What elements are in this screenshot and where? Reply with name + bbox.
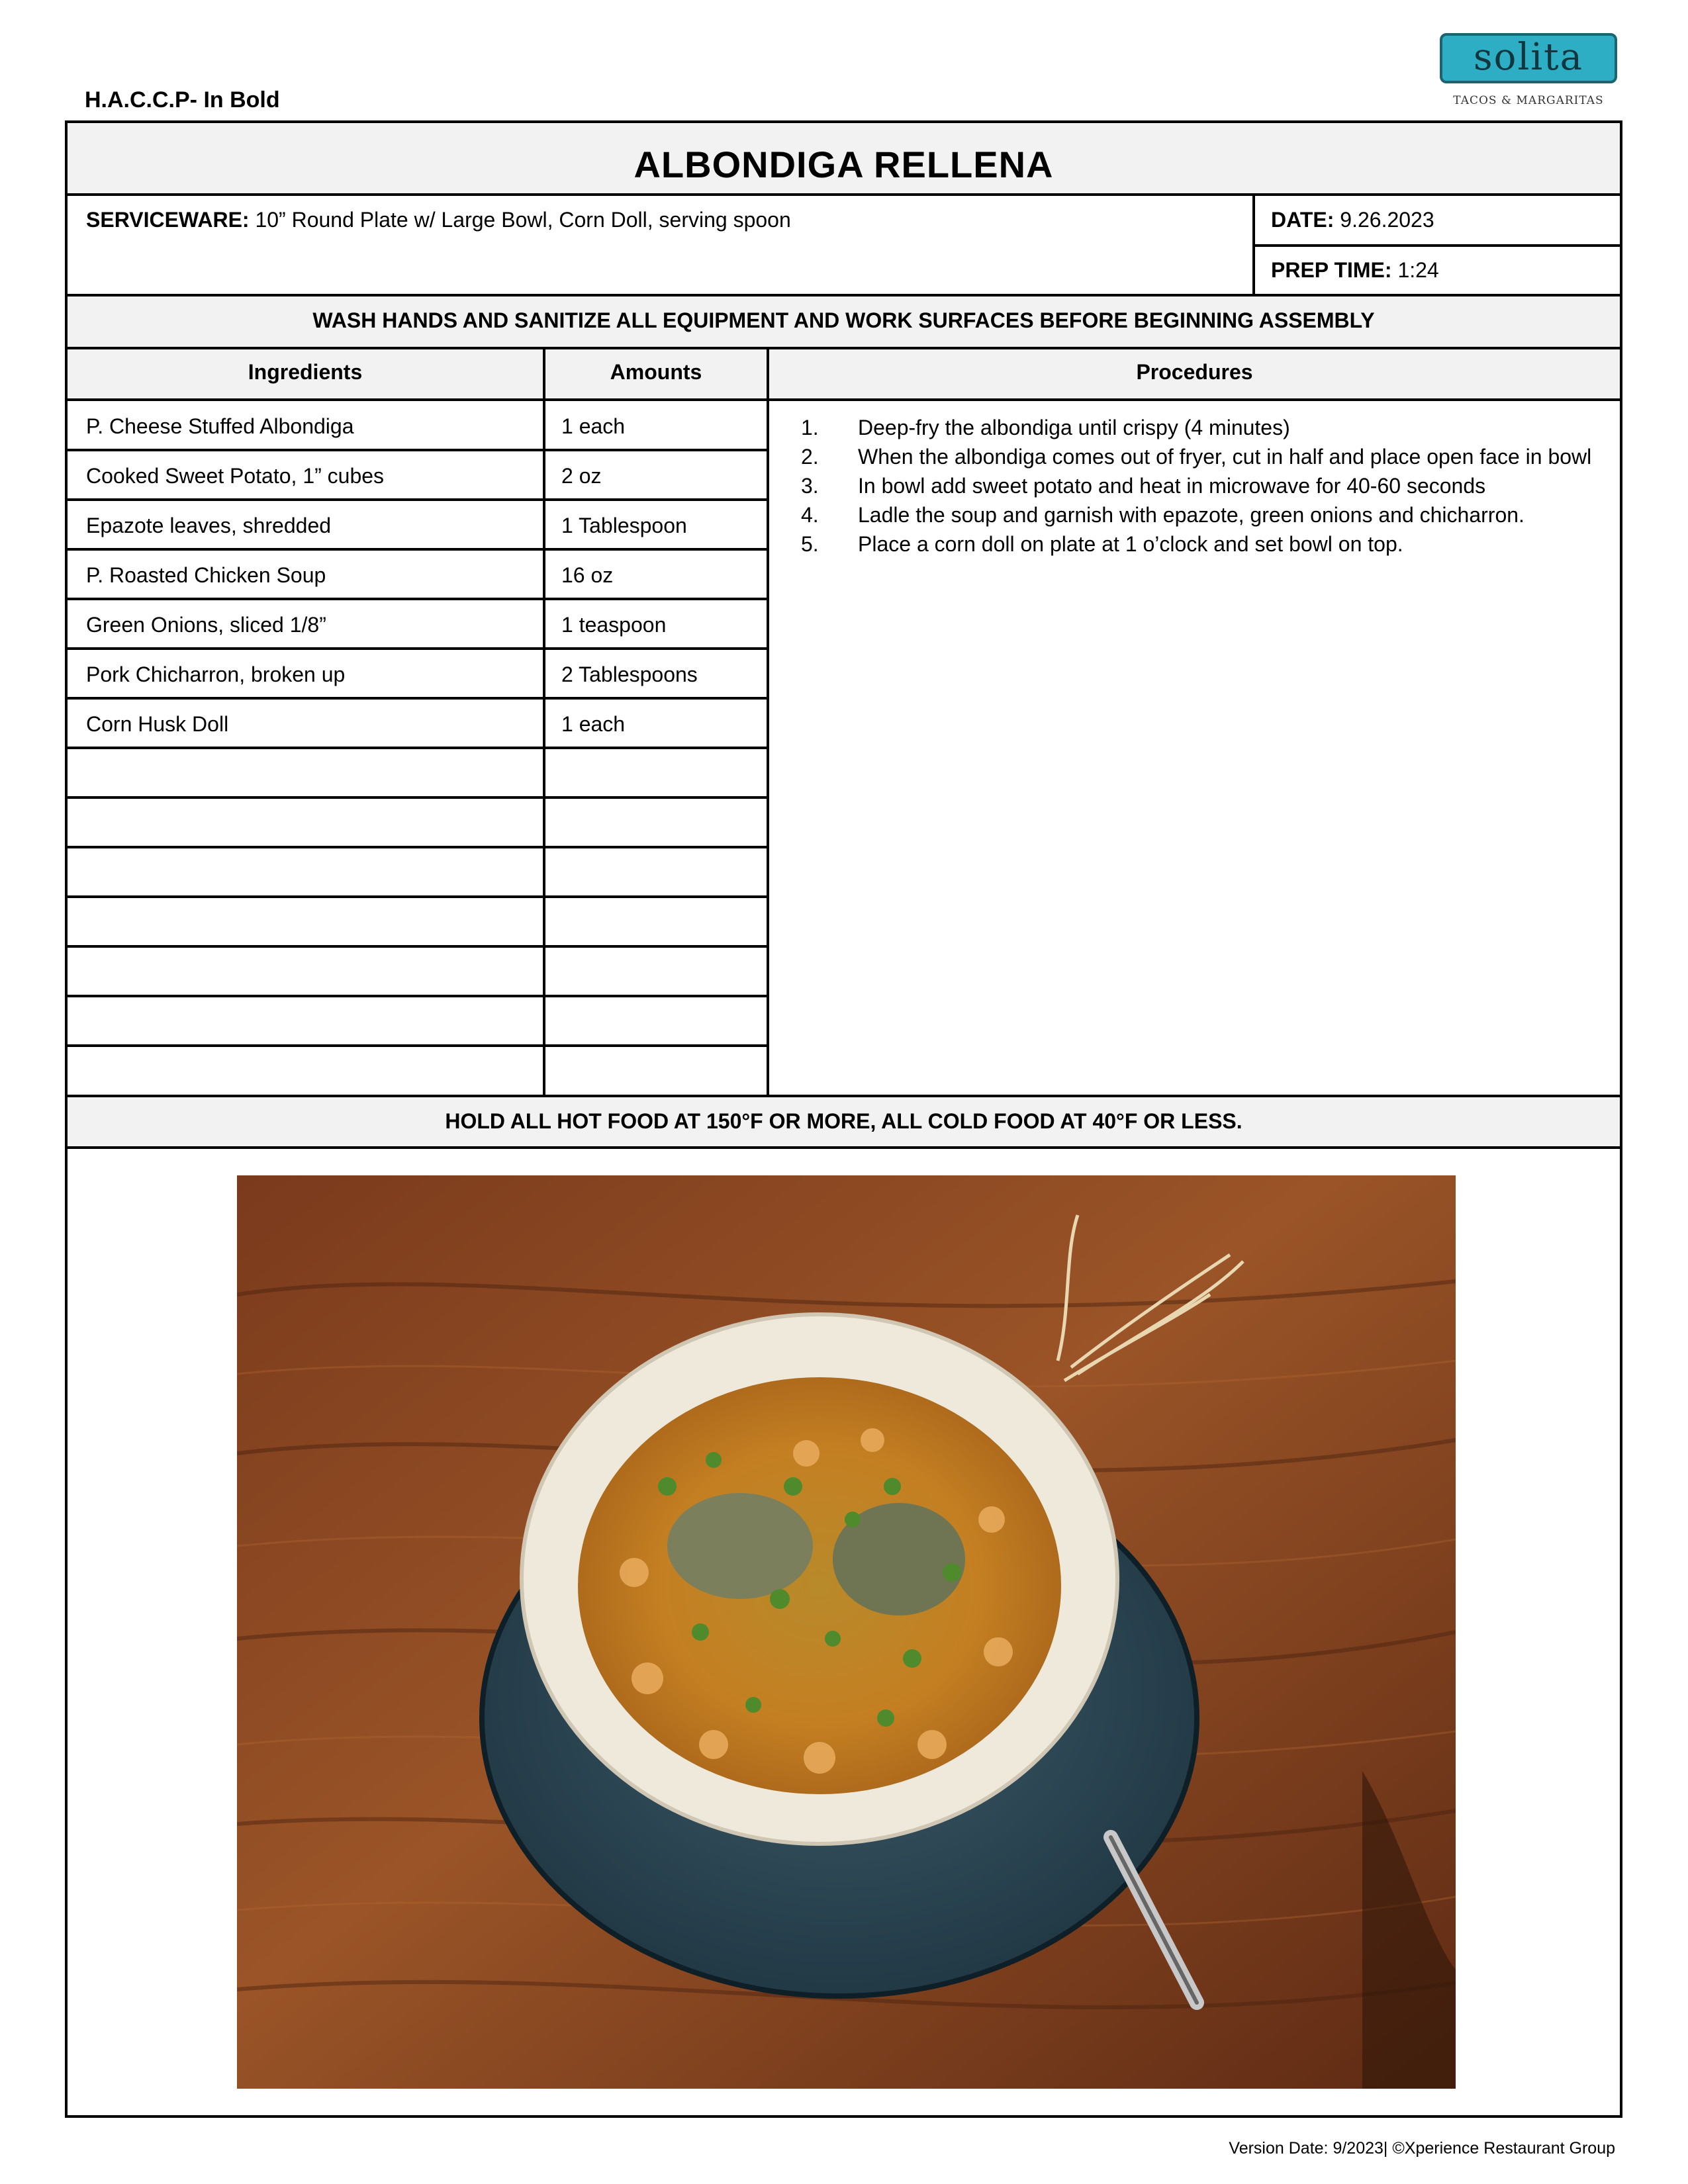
solita-logo [1440, 33, 1618, 113]
procedure-step: 3. In bowl add sweet potato and heat in microwave for 40-60 seconds [801, 474, 1486, 498]
wash-hands-notice: WASH HANDS AND SANITIZE ALL EQUIPMENT AND WORK SURFACES BEFORE BEGINNING ASSEMBLY [312, 308, 1375, 332]
logo-tagline: TACOS & MARGARITAS [1453, 94, 1604, 107]
amounts-header: Amounts [610, 360, 702, 384]
table-row-amount: 2 oz [561, 464, 602, 488]
table-row-ingredient: Epazote leaves, shredded [86, 514, 332, 537]
prep-time-field [1271, 258, 1439, 283]
recipe-title: ALBONDIGA RELLENA [633, 144, 1054, 185]
procedure-step: 5. Place a corn doll on plate at 1 o’clock and set bowl on top. [801, 532, 1403, 556]
version-footer: Version Date: 9/2023| ©Xperience Restaurant Group [1229, 2139, 1615, 2158]
procedure-step: 2. When the albondiga comes out of fryer, cut in half and place open face in bowl [801, 445, 1592, 469]
logo-badge [1440, 33, 1617, 83]
date-label: DATE: [1271, 208, 1335, 232]
table-row-ingredient: P. Roasted Chicken Soup [86, 563, 326, 587]
procedure-step: 4. Ladle the soup and garnish with epazote, green onions and chicharron. [801, 503, 1524, 527]
table-row-amount: 1 Tablespoon [561, 514, 687, 537]
table-row-amount: 1 each [561, 414, 626, 438]
recipe-card [65, 120, 1622, 2118]
dish-photo [237, 1175, 1456, 2089]
procedure-step: 1. Deep-fry the albondiga until crispy (4 minutes) [801, 416, 1290, 439]
procedures-list [801, 413, 1609, 559]
haccp-label: H.A.C.C.P- In Bold [85, 87, 280, 113]
table-row-amount: 2 Tablespoons [561, 662, 698, 686]
table-row-ingredient: Green Onions, sliced 1/8” [86, 613, 326, 637]
table-row-ingredient: Corn Husk Doll [86, 712, 229, 736]
procedures-header: Procedures [1136, 360, 1253, 384]
serviceware-label: SERVICEWARE: [86, 208, 250, 232]
date-value: 9.26.2023 [1340, 208, 1434, 232]
table-row-amount: 1 teaspoon [561, 613, 667, 637]
table-row-ingredient: Pork Chicharron, broken up [86, 662, 346, 686]
hold-temperature-notice: HOLD ALL HOT FOOD AT 150°F OR MORE, ALL COLD FOOD AT 40°F OR LESS. [445, 1109, 1243, 1133]
serviceware-field [86, 208, 791, 232]
table-row-ingredient: P. Cheese Stuffed Albondiga [86, 414, 354, 438]
serviceware-value: 10” Round Plate w/ Large Bowl, Corn Doll, serving spoon [255, 208, 791, 232]
ingredients-header: Ingredients [248, 360, 363, 384]
logo-wordmark: solita [1473, 36, 1584, 79]
prep-time-label: PREP TIME: [1271, 258, 1392, 282]
table-row-amount: 16 oz [561, 563, 614, 587]
table-row-ingredient: Cooked Sweet Potato, 1” cubes [86, 464, 385, 488]
table-row-amount: 1 each [561, 712, 626, 736]
date-field [1271, 208, 1434, 232]
prep-time-value: 1:24 [1397, 258, 1439, 282]
